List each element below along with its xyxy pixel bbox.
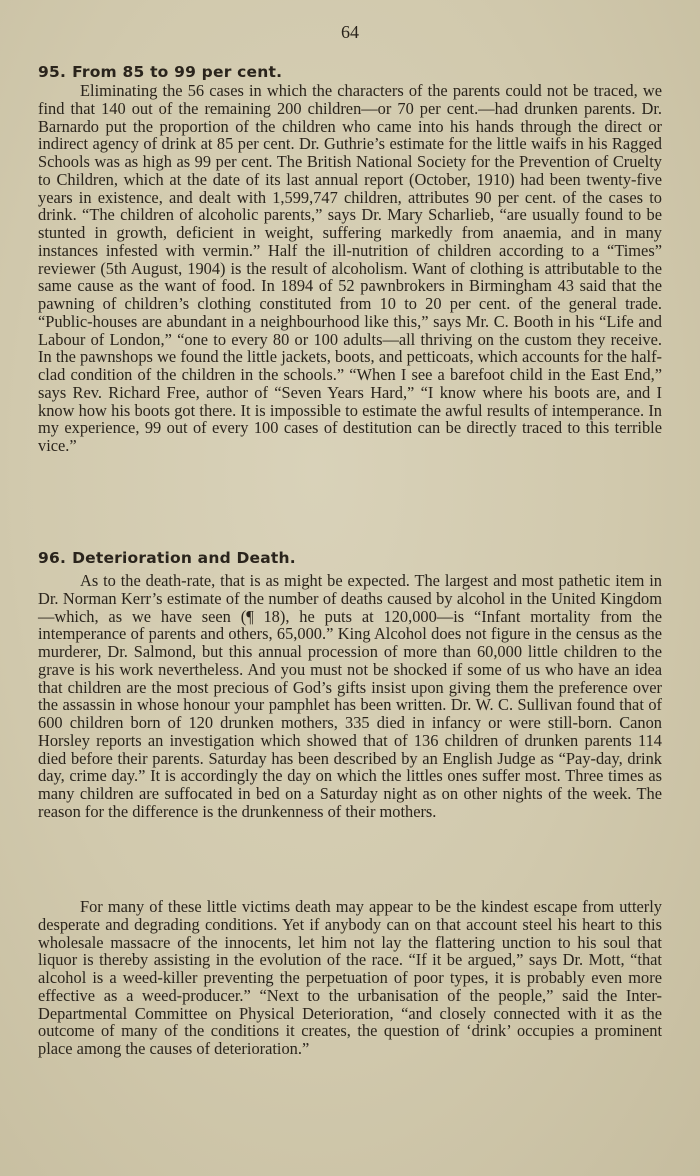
paragraph: As to the death-rate, that is as might be expected. The largest and most pathetic item in Dr. Norman Kerr’s estimate of the number of deaths caused by alcohol in the United Kingdom—which, as we have seen (¶ 18), he puts at 120,000—is “Infant mortality from the intemperance of parents and others, 65,000.” King Alcohol does not figure in the census as the murderer, Dr. Salmond, but this annual procession of more than 60,000 little children to the grave is his work nevertheless. And you must not be shocked if some of us who have an idea that children are the most precious of God’s gifts insist upon giving them the preference over the assassin in whose honour your pamphlet has been written. Dr. W. C. Sullivan found that of 600 children born of 120 drunken mothers, 335 died in infancy or were still-born. Canon Horsley reports an investigation which showed that of 136 children of drunken parents 114 died before their parents. Saturday has been described by an English Judge as “Pay-day, drink day, crime day.” It is accordingly the day on which the littles ones suffer most. Three times as many children are suffocated in bed on a Saturday night as on other nights of the week. The reason for the difference is the drunkenness of their mothers. — [38, 571, 662, 821]
section-title: From 85 to 99 per cent. — [72, 63, 283, 81]
page-number: 64 — [341, 22, 359, 42]
section-title: Deterioration and Death. — [72, 549, 296, 567]
paragraph: Eliminating the 56 cases in which the characters of the parents could not be traced, we find that 140 out of the remaining 200 children—or 70 per cent.—had drunken parents. Dr. Barnardo put the proportion of the children who came into his hands through the direct or indirect agency of drink at 85 per cent. Dr. Guthrie’s estimate for the little waifs in his Ragged Schools was as high as 99 per cent. The British National Society for the Prevention of Cruelty to Children, which at the date of its last annual report (October, 1910) had been twenty-five years in existence, and dealt with 1,599,747 children, attributes 90 per cent. of the cases to drink. “The children of alcoholic parents,” says Dr. Mary Scharlieb, “are usually found to be stunted in growth, deficient in weight, suffering markedly from anaemia, and in many instances infested with vermin.” Half the ill-nutrition of children according to a “Times” reviewer (5th August, 1904) is the result of alcoholism. Want of clothing is attributable to the same cause as the want of food. In 1894 of 52 pawnbrokers in Birmingham 43 said that the pawning of children’s clothing constituted from 10 to 20 per cent. of the general trade. “Public-houses are abundant in a neighbourhood like this,” says Mr. C. Booth in his “Life and Labour of London,” “one to every 80 or 100 adults—all thriving on the custom they receive. In the pawnshops we found the little jackets, boots, and petticoats, which accounts for the half-clad condition of the children in the schools.” “When I see a barefoot child in the East End,” says Rev. Richard Free, author of “Seven Years Hard,” “I know where his boots are, and I know how his boots got there. It is impossible to estimate the awful results of intemperance. In my experience, 99 out of every 100 cases of destitution can be directly traced to this terrible vice.” — [38, 81, 662, 455]
section-number: 95. — [38, 63, 67, 81]
section-heading-95 — [38, 63, 282, 81]
paragraph: For many of these little victims death may appear to be the kindest escape from utterly desperate and degrading conditions. Yet if anybody can on that account steel his heart to this wholesale massacre of the innocents, let him not lay the flattering unction to his soul that liquor is thereby assisting in the evolution of the race. “If it be argued,” says Dr. Mott, “that alcohol is a weed-killer preventing the perpetuation of poor types, it is probably even more effective as a weed-producer.” “Next to the urbanisation of the people,” said the Inter-Departmental Committee on Physical Deterioration, “and closely connected with it as the outcome of many of the conditions it creates, the question of ‘drink’ occupies a prominent place among the causes of deterioration.” — [38, 897, 662, 1058]
section-number: 96. — [38, 549, 67, 567]
section-heading-96 — [38, 549, 296, 567]
